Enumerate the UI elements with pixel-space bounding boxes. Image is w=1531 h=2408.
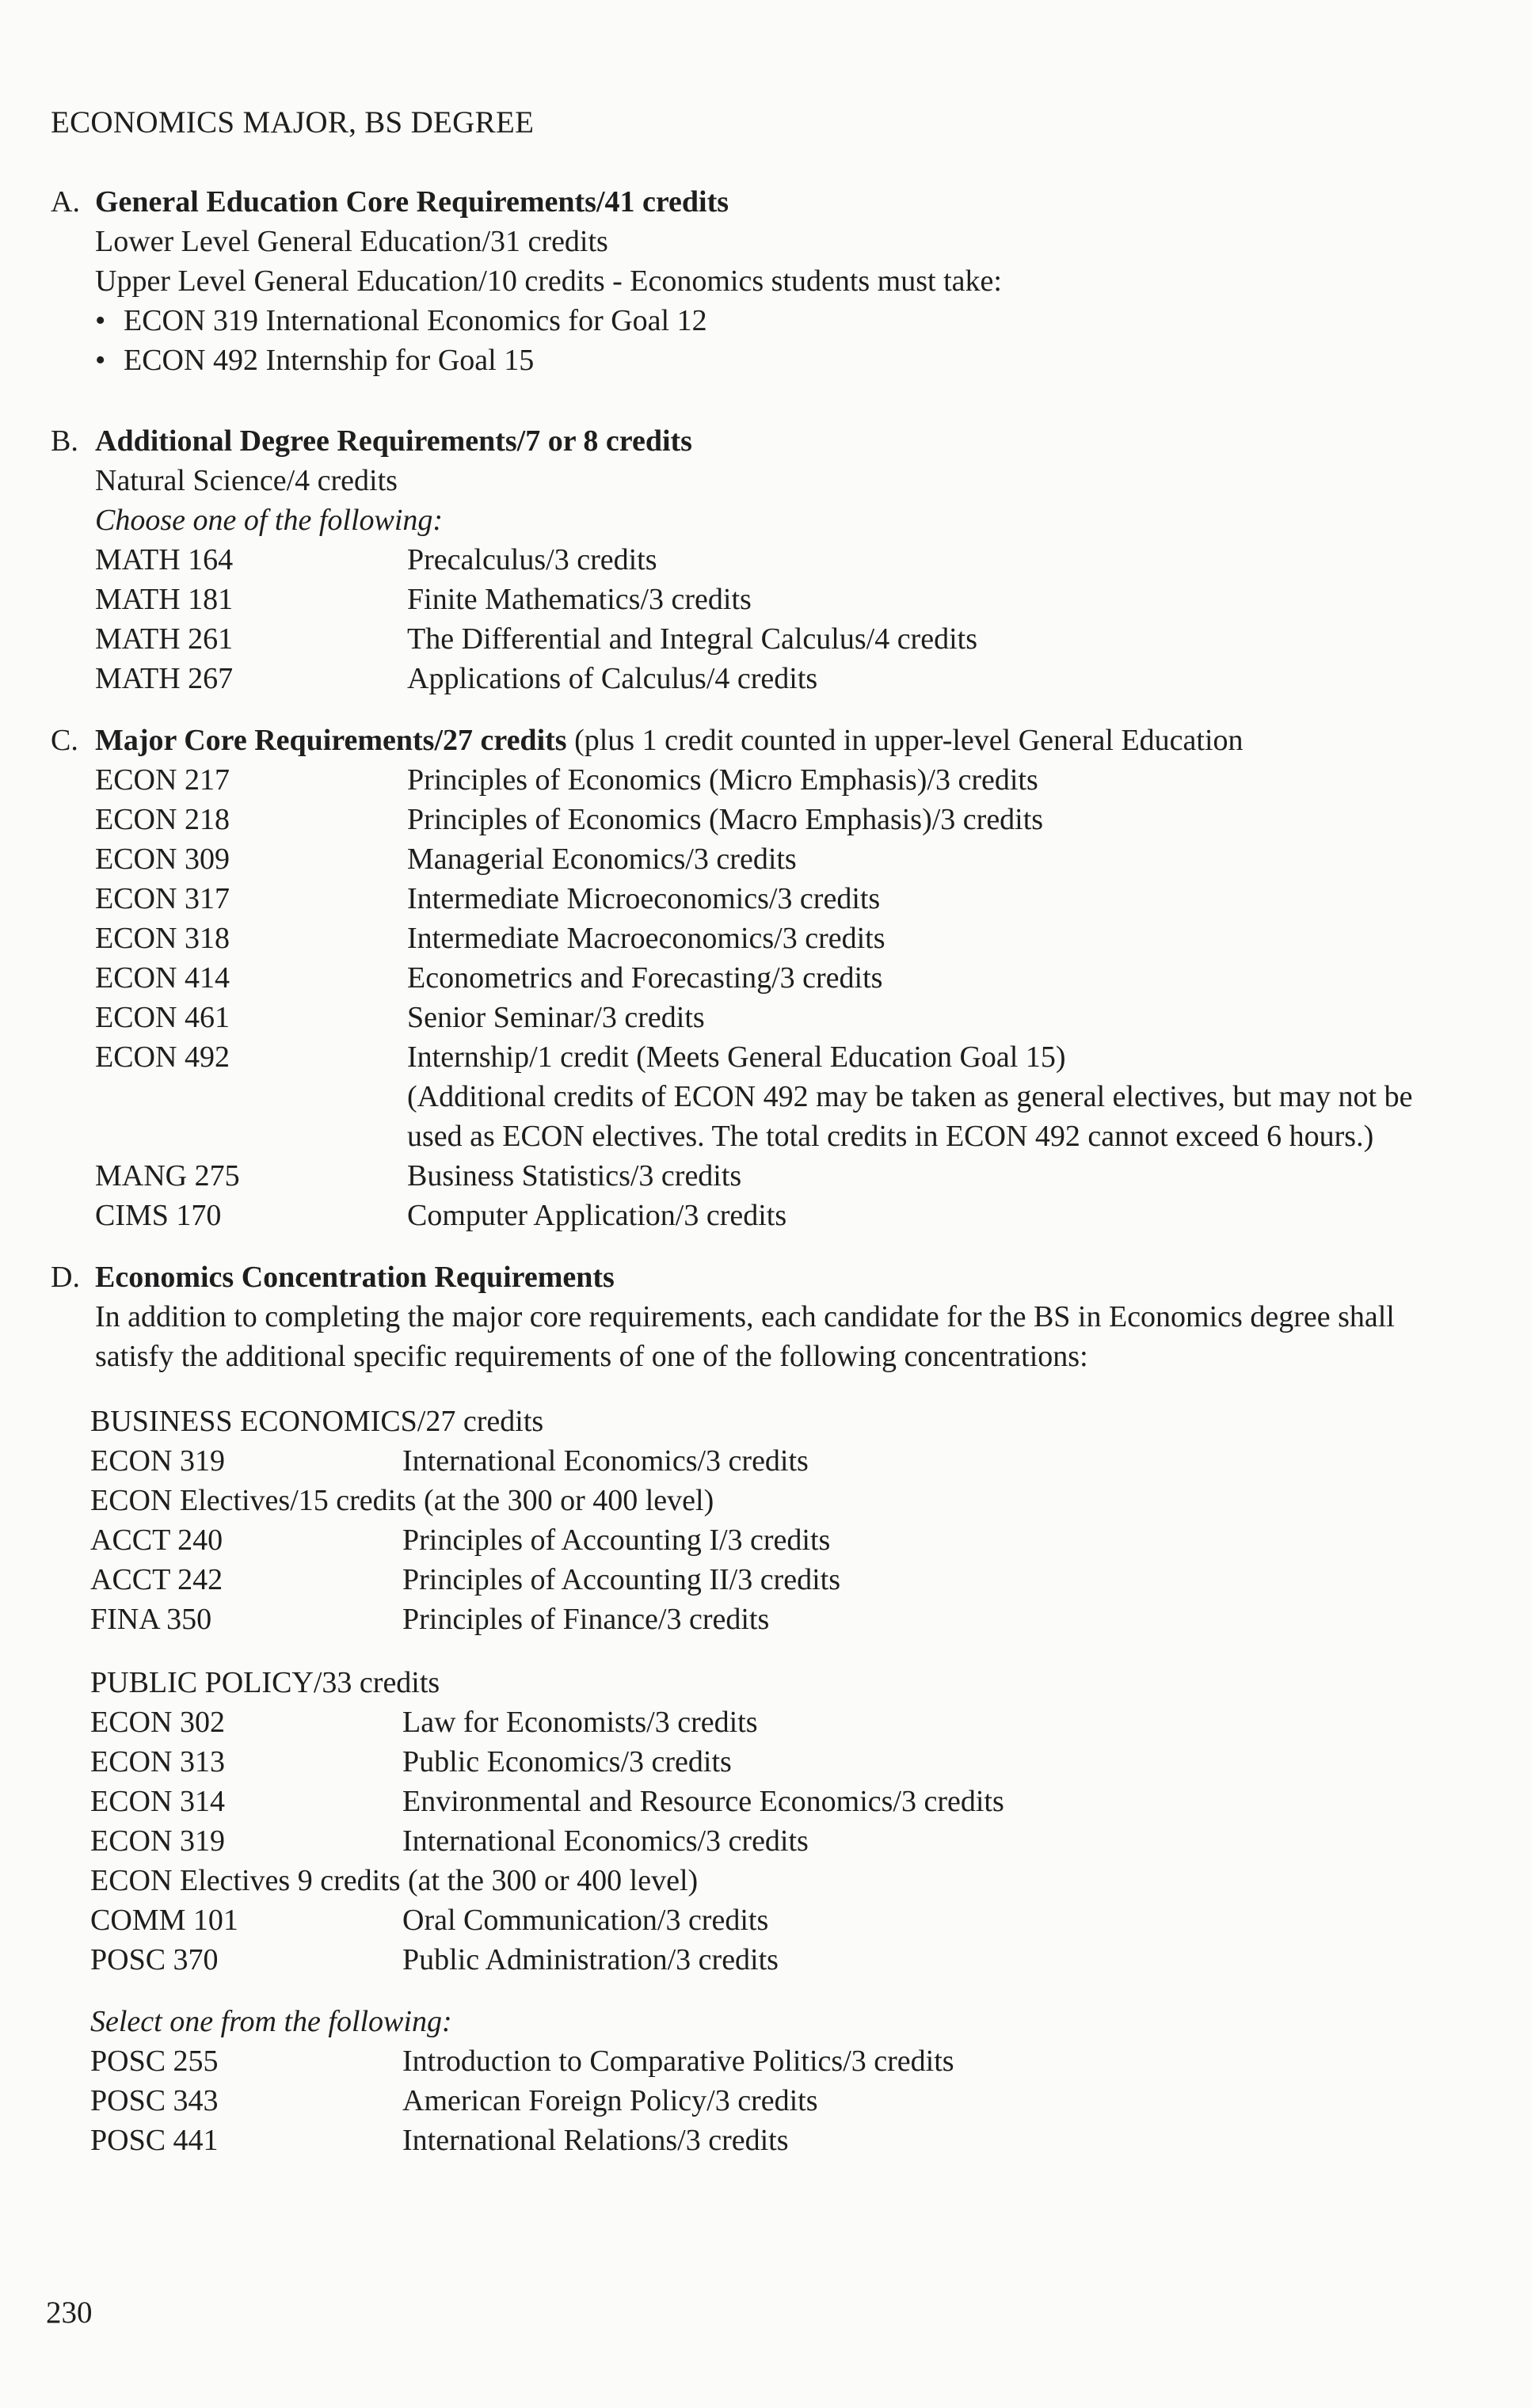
course-desc: Public Economics/3 credits: [402, 1745, 732, 1778]
page-number: 230: [46, 2296, 93, 2330]
course-code: ECON 218: [95, 803, 230, 836]
course-row: [90, 1900, 1516, 1940]
course-row: [95, 800, 1476, 839]
bullet-item: • ECON 319 International Economics for Goal 12: [95, 301, 1476, 340]
course-desc: Econometrics and Forecasting/3 credits: [407, 961, 883, 995]
course-code: ECON 302: [90, 1706, 225, 1739]
course-desc: The Differential and Integral Calculus/4 credits: [407, 622, 977, 656]
course-code: ECON 317: [95, 882, 230, 915]
electives-line: ECON Electives 9 credits (at the 300 or 400 level): [90, 1864, 699, 1897]
choose-instruction: Choose one of the following:: [95, 504, 444, 537]
course-desc: Environmental and Resource Economics/3 credits: [402, 1785, 1004, 1818]
course-desc: Intermediate Microeconomics/3 credits: [407, 882, 881, 915]
course-code: COMM 101: [90, 1904, 238, 1937]
course-row: [95, 919, 1476, 958]
bullet-icon: •: [95, 304, 106, 337]
course-desc: Law for Economists/3 credits: [402, 1706, 758, 1739]
section-letter: B.: [51, 424, 78, 458]
section-letter: D.: [51, 1261, 80, 1294]
course-code: POSC 441: [90, 2124, 219, 2157]
course-code: POSC 343: [90, 2084, 219, 2117]
section-letter: C.: [51, 724, 78, 757]
electives-line: ECON Electives/15 credits (at the 300 or 400 level): [90, 1484, 714, 1517]
course-desc: Introduction to Comparative Politics/3 credits: [402, 2045, 954, 2078]
course-row: [95, 1196, 1476, 1235]
section-d: [51, 1257, 1476, 1376]
intro-paragraph-line: satisfy the additional specific requirements of one of the following concentrations:: [95, 1340, 1088, 1373]
bullet-icon: •: [95, 344, 106, 377]
course-code: MANG 275: [95, 1159, 240, 1193]
course-desc: Finite Mathematics/3 credits: [407, 583, 752, 616]
course-desc: Principles of Finance/3 credits: [402, 1603, 770, 1636]
concentration-title: BUSINESS ECONOMICS/27 credits: [90, 1405, 544, 1438]
section-heading: Economics Concentration Requirements: [95, 1261, 615, 1294]
course-note: used as ECON electives. The total credits in ECON 492 cannot exceed 6 hours.): [407, 1120, 1374, 1153]
course-row: [95, 760, 1476, 800]
course-desc: Oral Communication/3 credits: [402, 1904, 769, 1937]
bullet-item: • ECON 492 Internship for Goal 15: [95, 340, 1476, 380]
course-row: [95, 1156, 1476, 1196]
course-desc: Principles of Economics (Micro Emphasis)/3 credits: [407, 763, 1038, 797]
course-row: [95, 540, 1476, 580]
course-code: ECON 318: [95, 922, 230, 955]
course-row: [95, 659, 1476, 698]
course-row: [95, 1037, 1476, 1077]
course-code: FINA 350: [90, 1603, 212, 1636]
course-desc: American Foreign Policy/3 credits: [402, 2084, 818, 2117]
course-code: ECON 313: [90, 1745, 225, 1778]
course-desc: International Economics/3 credits: [402, 1444, 809, 1478]
course-row: [90, 1441, 1516, 1481]
course-desc: Business Statistics/3 credits: [407, 1159, 742, 1193]
concentration-title: PUBLIC POLICY/33 credits: [90, 1666, 440, 1699]
course-row: [90, 2121, 1516, 2160]
course-note: (Additional credits of ECON 492 may be taken as general electives, but may not be: [407, 1080, 1413, 1113]
course-code: ACCT 242: [90, 1563, 223, 1596]
course-row: [90, 1940, 1516, 1980]
course-code: MATH 267: [95, 662, 234, 695]
course-row: [90, 2041, 1516, 2081]
course-row: [90, 1702, 1516, 1742]
course-row: [90, 1560, 1516, 1600]
course-desc: Principles of Accounting II/3 credits: [402, 1563, 840, 1596]
text-line: Lower Level General Education/31 credits: [95, 225, 608, 258]
section-b: [51, 421, 1476, 698]
course-desc: Principles of Economics (Macro Emphasis)/3 credits: [407, 803, 1044, 836]
course-row: [95, 619, 1476, 659]
course-desc: Senior Seminar/3 credits: [407, 1001, 705, 1034]
section-letter: A.: [51, 185, 80, 219]
business-economics-block: [90, 1402, 1516, 1639]
select-instruction: Select one from the following:: [90, 2005, 452, 2038]
section-heading: General Education Core Requirements/41 credits: [95, 185, 729, 219]
section-c: [51, 721, 1476, 1235]
course-code: ECON 319: [90, 1444, 225, 1478]
course-desc: Applications of Calculus/4 credits: [407, 662, 818, 695]
course-code: ECON 309: [95, 843, 230, 876]
course-row: [95, 879, 1476, 919]
course-desc: Principles of Accounting I/3 credits: [402, 1524, 831, 1557]
course-code: ECON 414: [95, 961, 230, 995]
course-row: [95, 998, 1476, 1037]
course-row: [90, 1782, 1516, 1821]
public-policy-block: [90, 1663, 1516, 2160]
course-desc: International Relations/3 credits: [402, 2124, 789, 2157]
section-heading: Major Core Requirements/27 credits (plus 1 credit counted in upper-level General Education: [95, 724, 1243, 757]
text-line: Upper Level General Education/10 credits - Economics students must take:: [95, 264, 1002, 298]
course-row: [95, 839, 1476, 879]
course-desc: Public Administration/3 credits: [402, 1943, 779, 1976]
course-row: [90, 1742, 1516, 1782]
course-row: [90, 2081, 1516, 2121]
course-code: CIMS 170: [95, 1199, 222, 1232]
course-code: ECON 217: [95, 763, 230, 797]
page-title: ECONOMICS MAJOR, BS DEGREE: [51, 105, 535, 139]
course-code: MATH 261: [95, 622, 234, 656]
course-code: ECON 461: [95, 1001, 230, 1034]
course-desc: Internship/1 credit (Meets General Education Goal 15): [407, 1040, 1066, 1074]
course-code: POSC 370: [90, 1943, 219, 1976]
section-a: [51, 182, 1476, 380]
course-desc: Precalculus/3 credits: [407, 543, 657, 576]
course-row: [90, 1520, 1516, 1560]
course-code: MATH 164: [95, 543, 234, 576]
intro-paragraph-line: In addition to completing the major core requirements, each candidate for the BS in Economics degree shall: [95, 1300, 1395, 1333]
course-desc: Intermediate Macroeconomics/3 credits: [407, 922, 885, 955]
course-code: POSC 255: [90, 2045, 219, 2078]
course-row: [90, 1600, 1516, 1639]
course-row: [95, 580, 1476, 619]
section-heading: Additional Degree Requirements/7 or 8 credits: [95, 424, 692, 458]
course-code: ECON 492: [95, 1040, 230, 1074]
course-code: ECON 319: [90, 1824, 225, 1858]
course-desc: Computer Application/3 credits: [407, 1199, 787, 1232]
course-code: ECON 314: [90, 1785, 225, 1818]
course-row: [90, 1821, 1516, 1861]
course-code: MATH 181: [95, 583, 234, 616]
course-code: ACCT 240: [90, 1524, 223, 1557]
course-desc: International Economics/3 credits: [402, 1824, 809, 1858]
text-line: Natural Science/4 credits: [95, 464, 398, 497]
course-row: [95, 958, 1476, 998]
course-desc: Managerial Economics/3 credits: [407, 843, 797, 876]
